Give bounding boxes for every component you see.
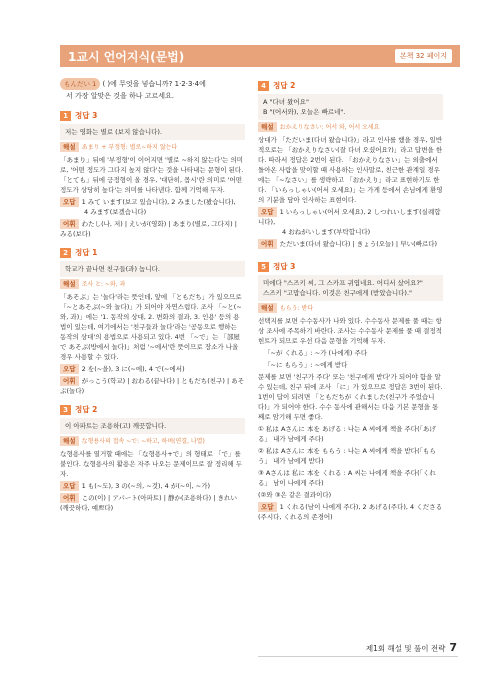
footer-title: 제1회 해설 및 풀이 전략 xyxy=(365,644,446,653)
sentence-example: ③ Aさんは 私に 本を くれる : A 씨는 나에게 책을 주다(「くれる」 남이 나에게 주다) xyxy=(258,469,436,487)
explanation-text: 「あそぶ」는 '놀다'라는 뜻인데, 앞에 「ともだち」가 있으므로 「~とあそぶ(~와 놀다)」가 되어야 자연스럽다. 조사 「~と(~와, 과)」에는 '1. 동작의 상대, 2. 변화의 결과, 3. 인용' 등의 용법이 있는데, 여기에서는 '친구들과 놀다'라는 '공동으로 행하는 동작의 상대'의 용법으로 사용되고 있다. 4번 「~で」는 「部屋で あそぶ(방에서 놀다)」처럼 '~에서'란 뜻이므로 장소가 나올 경우 사용할 수 있다. xyxy=(60,293,242,361)
translation-card: 저는 영화는 별로 (보지 않습니다). xyxy=(60,124,245,140)
explanation-keyword: 해설 おかえりなさい: 어서 와, 어서 오세요 xyxy=(258,122,443,133)
explanation-keyword: 해설 あまり + 부정형: 별로~하지 않는다 xyxy=(60,142,245,153)
explanation-text: 「あまり」뒤에 '부정형'이 이어지면 '별로 ~하지 않는다'는 의미로, '어떤 정도가 그다지 높지 않다'는 것을 나타내는 문형이 된다. 「とても」뒤에 긍정형이 올 경우, '대단히, 몹시'란 의미로 '어떤 정도가 상당히 높다'는 의미를 나타낸다. 함께 기억해 두자. xyxy=(60,156,244,194)
question-number: 5 xyxy=(258,262,269,272)
sentence-note: (②와 ③은 같은 결과이다) xyxy=(258,491,332,499)
wrong-answers: 오답 1 いらっしゃい(어서 오세요), 2 しつれいします(실례합니다), xyxy=(258,208,441,226)
vocabulary: 어휘 この(이) | アパート(아파트) | 静か(조용하다) | きれい(깨끗하다, 예쁘다) xyxy=(60,494,237,512)
pattern-example: 「~に もらう」: ~에게 받다 xyxy=(264,361,348,369)
pattern-example: 「~が くれる」: ~가 (나에게) 주다 xyxy=(264,349,368,357)
answer-label: 정답 3 xyxy=(273,262,296,271)
translation-card: 학교가 끝나면 친구들(과) 놉니다. xyxy=(60,261,245,277)
answer-header-1 xyxy=(60,110,245,121)
sentence-example: ① 私は Aさんに 本を あげる : 나는 A 씨에게 책을 주다(「あげる」 내가 남에게 주다) xyxy=(258,425,436,443)
answer-header-2 xyxy=(60,247,245,258)
section-header xyxy=(60,45,460,67)
explanation-keyword: 해설 もらう: 받다 xyxy=(258,303,443,314)
answer-label: 정답 3 xyxy=(75,111,98,120)
wrong-answers: 오답 1 みて います(보고 있습니다), 2 みました(봤습니다), xyxy=(60,197,245,207)
answer-label: 정답 1 xyxy=(75,248,98,257)
reference-badge: 본책 32 페이지 xyxy=(395,49,452,63)
left-column: もんだい 1 ( )에 무엇을 넣습니까? 1·2·3·4에 서 가장 알맞은 것을 하나 고르세요. 1 정답 3 저는 영화는 별로 (보지 않습니다). 해설 あまり + 부정형: 별로~하지 않는다 「あまり」뒤에 '부정형'이 이어지면 '별로 ~하지 않는다'는 의미로, '어떤 정도가 그다지 높지 않다'는 것을 나타내는 문형이 된다. 「とても」뒤에 긍정형이 올 경우, '대단히, 몹시'란 의미로 '어떤 정도가 상당히 높다'는 의미를 나타낸다. 함께 기억해 두자. 오답 1 みて います(보고 있습니다), 2 みました(봤습니다), 4 みます(보겠습니다) 어휘 わたし(나, 저) | えいが(영화) | あまり(별로, 그다지) | みる(보다) 2 정답 1 학교가 끝나면 친구들(과) 놉니다. 해설 조사 と: ~와, 과 「あそぶ」는 '놀다'라는 뜻인데, 앞에 「ともだち」가 있으므로 「~とあそぶ(~와 놀다)」가 되어야 자연스럽다. 조사 「~と(~와, 과)」에는 '1. 동작의 상대, 2. 변화의 결과, 3. 인용' 등의 용법이 있는데, 여기에서는 '친구들과 놀다'라는 '공동으로 행하는 동작의 상대'의 용법으로 사용되고 있다. 4번 「~で」는 「部屋で あそぶ(방에서 놀다)」처럼 '~에서'란 뜻이므로 장소가 나올 경우 사용할 수 있다. 오답 2 を(~을), 3 に(~에), 4 で(~에서) 어휘 がっこう(학교) | おわる(끝나다) | ともだち(친구) | あそぶ(놀다) 3 정답 2 이 아파트는 조용하(고) 깨끗합니다. 해설 な형용사의 접속 ~で: ~하고, 하며(연결, 나열) な형용사를 열거할 때에는 「な형용사+で」의 형태로 「で」를 붙인다. な형용사의 활용은 자주 나오는 문제이므로 잘 정리해 두자. 오답 1 も(~도), 3 の(~의, ~것), 4 が(~이, ~가) 어휘 この(이) | アパート(아파트) | 静か(조용하다) | きれい(깨끗하다, 예쁘다) xyxy=(60,80,245,512)
wrong-answers: 오답 1 くれる(남이 나에게 주다), 2 あげる(주다), 4 くださる(주시다, くれる의 존경어) xyxy=(258,503,443,521)
question-number: 4 xyxy=(258,81,269,91)
vocabulary: 어휘 ただいま(다녀 왔습니다) | きょう(오늘) | 早い(빠르다) xyxy=(258,239,443,249)
explanation-text: な형용사를 열거할 때에는 「な형용사+で」의 형태로 「で」를 붙인다. な형용사의 활용은 자주 나오는 문제이므로 잘 정리해 두자. xyxy=(60,450,243,478)
dialogue-card: A "다녀 왔어요" B "(어서와), 오늘은 빠르네". xyxy=(258,94,443,120)
question-number: 1 xyxy=(60,111,71,121)
answer-header-5 xyxy=(258,261,443,272)
right-column: 4 정답 2 A "다녀 왔어요" B "(어서와), 오늘은 빠르네". 해설 おかえりなさい: 어서 와, 어서 오세요 상대가 「ただいま(다녀 왔습니다)」라고 인사를 했을 경우, 일반적으로는 「おかえりなさい(잘 다녀 오셨어요?)」라고 답변을 한다. 따라서 정답은 2번이 된다. 「おかえりなさい」는 외출에서 돌아온 사람을 맞이할 때 사용하는 인사말로, 친근한 관계일 경우에는 「~なさい」를 생략하고 「おかえり」라고 표현하기도 한다. 「いらっしゃい(어서 오세요)」는 가게 등에서 손님에게 환영의 기분을 담아 인사하는 표현이다. 오답 1 いらっしゃい(어서 오세요), 2 しつれいします(실례합니다), 4 おねがいします(부탁합니다) 어휘 ただいま(다녀 왔습니다) | きょう(오늘) | 早い(빠르다) 5 정답 3 미에다 "스즈키 씨, 그 스카프 귀엽네요. 어디서 샀어요?" 스즈키 "고맙습니다. 이것은 친구에게 (받았습니다)." 해설 もらう: 받다 선택지를 보면 수수동사가 나와 있다. 수수동사 문제를 풀 때는 항상 조사에 주목하기 바란다. 조사는 수수동사 문제를 풀 때 결정적 힌트가 되므로 우선 다음 문형을 기억해 두자. 「~が くれる」: ~가 (나에게) 주다 「~に もらう」: ~에게 받다 문제를 보면 '친구가 주다' 또는 '친구에게 받다'가 되어야 함을 알 수 있는데, 친구 뒤에 조사 「に」가 있으므로 정답은 3번이 된다. 1번이 답이 되려면 「ともだちが くれました(친구가 주었습니다)」가 되어야 한다. 수수 동사에 관해서는 다음 기본 문형을 통째로 암기해 두면 좋다. ① 私は Aさんに 本を あげる : 나는 A 씨에게 책을 주다(「あげる」 내가 남에게 주다) ② 私は Aさんに 本を もらう : 나는 A 씨에게 책을 받다(「もらう」 내가 남에게 받다) ③ Aさんは 私に 本を くれる : A 씨는 나에게 책을 주다(「くれる」 남이 나에게 주다) (②와 ③은 같은 결과이다) 오답 1 くれる(남이 나에게 주다), 2 あげる(주다), 4 くださる(주시다, くれる의 존경어) xyxy=(258,81,443,521)
sentence-example: ② 私は Aさんに 本を もらう : 나는 A 씨에게 책을 받다(「もらう」 내가 남에게 받다) xyxy=(258,447,436,465)
page-number: 7 xyxy=(449,641,457,654)
answer-label: 정답 2 xyxy=(75,405,98,414)
explanation-keyword: 해설 な형용사의 접속 ~で: ~하고, 하며(연결, 나열) xyxy=(60,436,245,447)
vocabulary: 어휘 がっこう(학교) | おわる(끝나다) | ともだち(친구) | あそぶ(놀다) xyxy=(60,377,245,395)
dialogue-card: 미에다 "스즈키 씨, 그 스카프 귀엽네요. 어디서 샀어요?" 스즈키 "고맙습니다. 이것은 친구에게 (받았습니다)." xyxy=(258,275,443,301)
vocabulary: 어휘 わたし(나, 저) | えいが(영화) | あまり(별로, 그다지) | みる(보다) xyxy=(60,220,237,238)
answer-header-4 xyxy=(258,80,443,91)
answer-header-3 xyxy=(60,404,245,415)
problem-instruction: もんだい 1 ( )에 무엇을 넣습니까? 1·2·3·4에 xyxy=(60,78,245,90)
answer-label: 정답 2 xyxy=(273,81,296,90)
question-number: 3 xyxy=(60,405,71,415)
problem-badge: もんだい 1 xyxy=(60,78,100,90)
translation-card: 이 아파트는 조용하(고) 깨끗합니다. xyxy=(60,418,245,434)
question-number: 2 xyxy=(60,248,71,258)
wrong-answers: 오답 2 を(~을), 3 に(~에), 4 で(~에서) xyxy=(60,364,245,374)
explanation-text: 문제를 보면 '친구가 주다' 또는 '친구에게 받다'가 되어야 함을 알 수 있는데, 친구 뒤에 조사 「に」가 있으므로 정답은 3번이 된다. 1번이 답이 되려면 「ともだちが くれました(친구가 주었습니다)」가 되어야 한다. 수수 동사에 관해서는 다음 기본 문형을 통째로 암기해 두면 좋다. xyxy=(258,373,443,421)
explanation-text: 상대가 「ただいま(다녀 왔습니다)」라고 인사를 했을 경우, 일반적으로는 「おかえりなさい(잘 다녀 오셨어요?)」라고 답변을 한다. 따라서 정답은 2번이 된다. 「おかえりなさい」는 외출에서 돌아온 사람을 맞이할 때 사용하는 인사말로, 친근한 관계일 경우에는 「~なさい」를 생략하고 「おかえり」라고 표현하기도 한다. 「いらっしゃい(어서 오세요)」는 가게 등에서 손님에게 환영의 기분을 담아 인사하는 표현이다. xyxy=(258,136,443,204)
explanation-text: 선택지를 보면 수수동사가 나와 있다. 수수동사 문제를 풀 때는 항상 조사에 주목하기 바란다. 조사는 수수동사 문제를 풀 때 결정적 힌트가 되므로 우선 다음 문형을 기억해 두자. xyxy=(258,317,442,345)
wrong-answers: 오답 1 も(~도), 3 の(~의, ~것), 4 が(~이, ~가) xyxy=(60,481,245,491)
page-title: 1교시 언어지식(문법) xyxy=(68,50,185,64)
explanation-keyword: 해설 조사 と: ~와, 과 xyxy=(60,279,245,290)
page-footer xyxy=(366,641,457,654)
footer-divider xyxy=(258,656,458,657)
